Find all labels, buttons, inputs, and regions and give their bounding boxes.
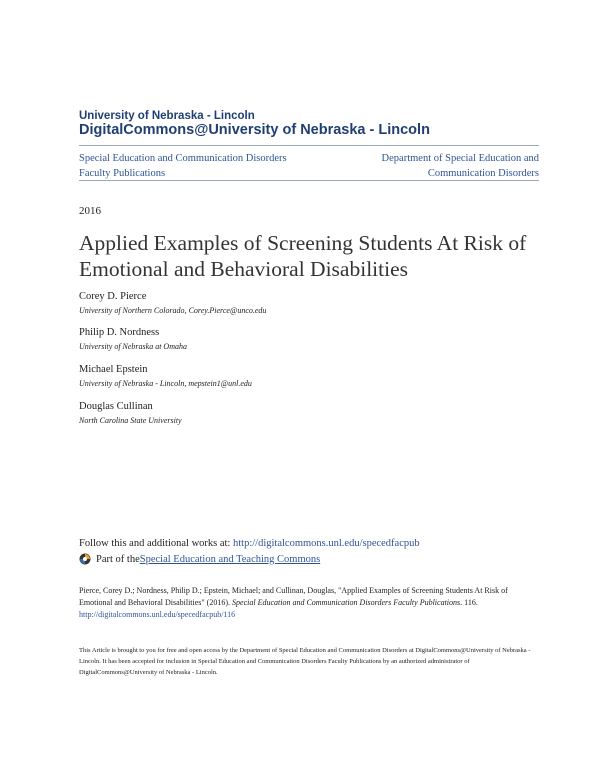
author-email[interactable]: mepstein1@unl.edu [188,379,252,388]
author-name[interactable]: Michael Epstein [79,364,148,375]
citation-journal: Special Education and Communication Disorders Faculty Publications [232,598,461,607]
author-affiliation [79,379,252,388]
author-affiliation [79,416,182,425]
title-line-2: Emotional and Behavioral Disabilities [79,257,408,281]
citation-text: Pierce, Corey D.; Nordness, Philip D.; Epstein, Michael; and Cullinan, Douglas, "Applied Examples of Screening Students At Risk of Emotional and Behavioral Disabilities" (2016). [79,586,508,607]
department-line-2: Communication Disorders [427,168,539,179]
affiliation-separator: , [184,379,189,388]
header-divider [79,145,539,146]
author-affiliation [79,342,187,351]
title-line-1: Applied Examples of Screening Students At Risk of [79,231,527,255]
series-line-1: Special Education and Communication Disorders [79,153,287,164]
author-name[interactable]: Philip D. Nordness [79,327,160,338]
follow-text: Follow this and additional works at: [79,538,233,549]
repository-link[interactable]: DigitalCommons@University of Nebraska - Lincoln [79,122,430,138]
citation-number: . 116. [460,598,478,607]
follow-line [79,538,420,549]
author-email[interactable]: Corey.Pierce@unco.edu [188,306,267,315]
author-name[interactable]: Corey D. Pierce [79,291,147,302]
series-divider [79,180,539,181]
affiliation-text: University of Nebraska - Lincoln [79,379,185,388]
series-link[interactable] [79,151,287,181]
article-title [79,230,549,282]
affiliation-text: University of Nebraska at Omaha [79,342,187,351]
affiliation-text: University of Northern Colorado [79,306,185,315]
author-name[interactable]: Douglas Cullinan [79,401,153,412]
part-of-line [79,553,320,565]
department-line-1: Department of Special Education and [381,153,539,164]
follow-url-link[interactable]: http://digitalcommons.unl.edu/specedfacpub [233,538,420,549]
author-affiliation [79,306,266,315]
commons-link[interactable]: Special Education and Teaching Commons [139,553,321,565]
citation-url-link[interactable]: http://digitalcommons.unl.edu/specedfacpub/116 [79,610,236,619]
department-link[interactable] [382,151,539,181]
commons-network-icon [79,553,91,565]
university-link[interactable]: University of Nebraska - Lincoln [79,110,255,122]
publication-year: 2016 [79,205,101,217]
citation [79,585,539,621]
series-line-2: Faculty Publications [79,168,166,179]
affiliation-separator: , [184,306,189,315]
affiliation-text: North Carolina State University [79,416,182,425]
part-of-text: Part of the [96,553,140,565]
access-notice: This Article is brought to you for free and open access by the Department of Special Education and Communication Disorders at DigitalCommons@University of Nebraska - Lincoln. It has been accepted for inclusion in Special Education and Communication Disorders Faculty Publications by an authorized administrator of DigitalCommons@University of Nebraska - Lincoln. [79,647,531,676]
